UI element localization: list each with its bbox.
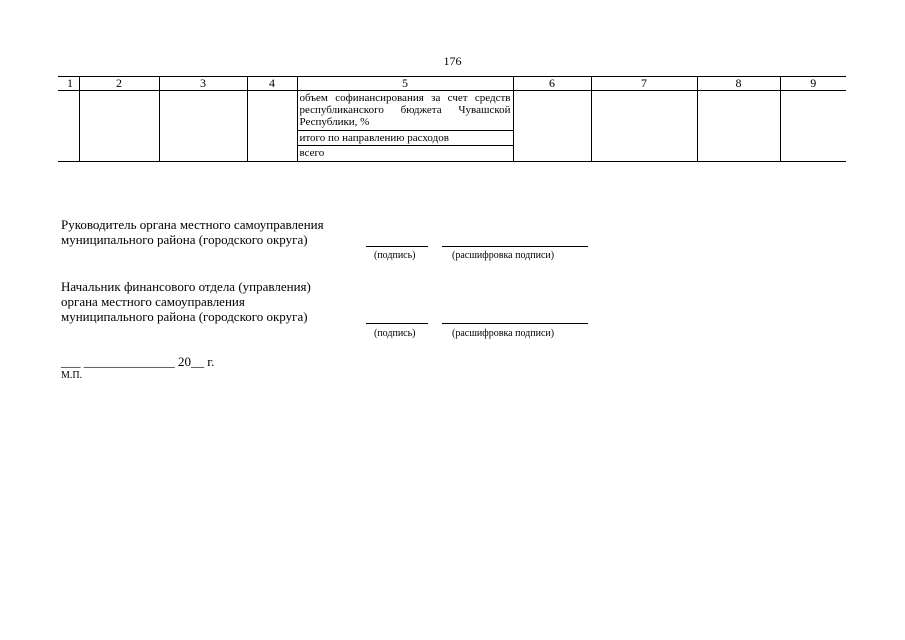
header-cell-4: 4 (247, 77, 297, 91)
stamp-label: М.П. (61, 370, 83, 381)
header-cell-6: 6 (513, 77, 591, 91)
header-cell-5: 5 (297, 77, 513, 91)
table-cell (58, 91, 79, 162)
total-row-label: всего (299, 147, 325, 159)
page-number: 176 (443, 54, 462, 68)
head-decoding-field (442, 246, 588, 247)
finance-title-line-3: муниципального района (городского округа) (61, 309, 308, 324)
header-cell-2: 2 (79, 77, 159, 91)
head-title-line-2: муниципального района (городского округа) (61, 232, 308, 247)
finance-decoding-field (442, 323, 588, 324)
header-cell-1: 1 (58, 77, 79, 91)
head-title-line-1: Руководитель органа местного самоуправления (61, 217, 324, 232)
finance-signature-block (61, 279, 311, 324)
finance-decoding-caption: (расшифровка подписи) (452, 328, 555, 339)
finance-title-line-2: органа местного самоуправления (61, 294, 245, 309)
table-cell (247, 91, 297, 162)
cofinancing-row-label: объем софинансирования за счет средств республиканского бюджета Чувашской Республики, % (298, 91, 513, 131)
table-cell (513, 91, 591, 162)
table-header-row (58, 77, 846, 91)
finance-signature-field (366, 323, 428, 324)
table-cell (159, 91, 247, 162)
header-cell-7: 7 (591, 77, 697, 91)
table-cell-description (297, 91, 513, 162)
header-cell-3: 3 (159, 77, 247, 91)
budget-table (58, 76, 846, 162)
table-cell (79, 91, 159, 162)
header-cell-9: 9 (780, 77, 846, 91)
table-cell (780, 91, 846, 162)
finance-title-line-1: Начальник финансового отдела (управления) (61, 279, 311, 294)
head-signature-caption: (подпись) (374, 250, 416, 261)
finance-signature-caption: (подпись) (374, 328, 416, 339)
date-line: ___ ______________ 20__ г. (61, 354, 215, 369)
table-cell (697, 91, 780, 162)
table-row (58, 91, 846, 162)
header-cell-8: 8 (697, 77, 780, 91)
head-decoding-caption: (расшифровка подписи) (452, 250, 555, 261)
head-signature-block (61, 217, 324, 247)
subtotal-row-label: итого по направлению расходов (298, 131, 513, 146)
head-signature-field (366, 246, 428, 247)
table-cell (591, 91, 697, 162)
